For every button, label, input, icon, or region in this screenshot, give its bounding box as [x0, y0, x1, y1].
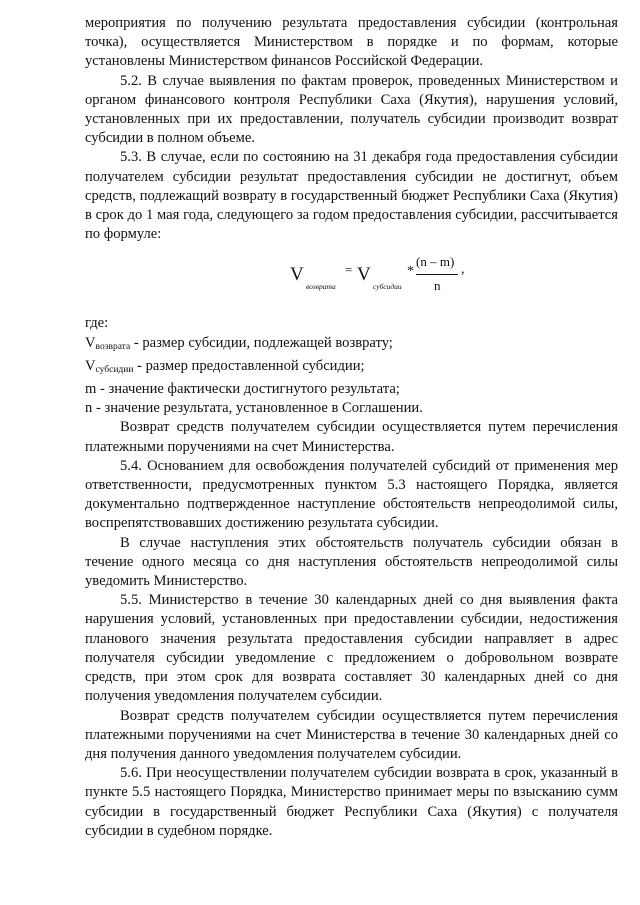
- definition-symbol: V: [85, 357, 96, 374]
- definition-symbol: m: [85, 381, 97, 398]
- paragraph-5-5: 5.5. Министерство в течение 30 календарных дней со дня выявления факта нарушения условий, установленных при предоставлении субсидии, недостижения планового значения результата предоставления субсидии направляет в адрес получателя субсидии уведомление с предложением о добровольном возврате средств, при этом срок для возврата составляет 30 календарных дней со дня получения уведомления получателем субсидии.: [85, 592, 618, 705]
- definition-v-subsidy: [85, 357, 618, 380]
- paragraph-5-3: 5.3. В случае, если по состоянию на 31 декабря года предоставления субсидии получателем субсидии результат предоставления субсидии не достигнут, объем средств, подлежащий возврату в государственный бюджет Республики Саха (Якутия) в срок до 1 мая года, следующего за годом предоставления субсидии, рассчитывается по формуле:: [85, 149, 618, 243]
- formula-equals: =: [345, 262, 353, 278]
- paragraph-5-6: 5.6. При неосуществлении получателем субсидии возврата в срок, указанный в пункте 5.5 настоящего Порядка, Министерство принимает меры по взысканию сумм субсидии в государственный бюджет Республики Саха (Якутия) с получателя субсидии в судебном порядке.: [85, 765, 618, 839]
- definition-subscript: субсидии: [95, 364, 134, 375]
- formula-sub-left: возврата: [306, 282, 336, 292]
- definition-text: - значение результата, установленное в Соглашении.: [92, 400, 423, 417]
- definition-v-return: [85, 334, 618, 357]
- definition-text: - значение фактически достигнутого результата;: [96, 381, 400, 398]
- definition-text: - размер субсидии, подлежащей возврату;: [130, 334, 393, 351]
- paragraph-return-1: Возврат средств получателем субсидии осуществляется путем перечисления платежными поручениями на счет Министерства.: [85, 419, 618, 455]
- return-formula: [85, 250, 618, 308]
- definition-symbol: n: [85, 400, 93, 417]
- paragraph-return-2: Возврат средств получателем субсидии осуществляется путем перечисления платежными поручениями на счет Министерства в течение 30 календарных дней со дня получения данного уведомления получателем субсидии.: [85, 707, 618, 762]
- paragraph-5-4: 5.4. Основанием для освобождения получателей субсидий от применения мер ответственности, предусмотренных пунктом 5.3 настоящего Порядка, является документально подтвержденное наступление обстоятельств непреодолимой силы, воспрепятствовавших достижению результата субсидии.: [85, 457, 618, 532]
- formula-v-left: V: [290, 264, 304, 286]
- document-page: [85, 0, 618, 841]
- formula-denominator: n: [434, 278, 441, 294]
- formula-numerator: (n – m): [416, 254, 455, 270]
- formula-comma: ,: [461, 262, 465, 278]
- definition-subscript: возврата: [95, 341, 131, 352]
- where-label: где:: [85, 315, 109, 332]
- paragraph-5-2: 5.2. В случае выявления по фактам проверок, проведенных Министерством и органом финансового контроля Республики Саха (Якутия), нарушения условий, установленных при их предоставлении, получатель субсидии производит возврат субсидии в полном объеме.: [85, 72, 618, 147]
- formula-fraction-bar: [416, 274, 458, 275]
- definition-symbol: V: [85, 334, 96, 351]
- formula-times: *: [407, 264, 414, 280]
- formula-v-right: V: [357, 264, 371, 286]
- definition-m: [85, 380, 618, 399]
- paragraph-intro: мероприятия по получению результата предоставления субсидии (контрольная точка), осуществляется Министерством в порядке и по формам, которые установлены Министерством финансов Российской Федерации.: [85, 15, 618, 70]
- paragraph-force-majeure: В случае наступления этих обстоятельств получатель субсидии обязан в течение одного месяца со дня наступления обстоятельств непреодолимой силы уведомить Министерство.: [85, 534, 618, 590]
- definition-text: - размер предоставленной субсидии;: [133, 357, 365, 374]
- formula-sub-right: субсидии: [373, 282, 402, 292]
- definition-n: [85, 399, 618, 418]
